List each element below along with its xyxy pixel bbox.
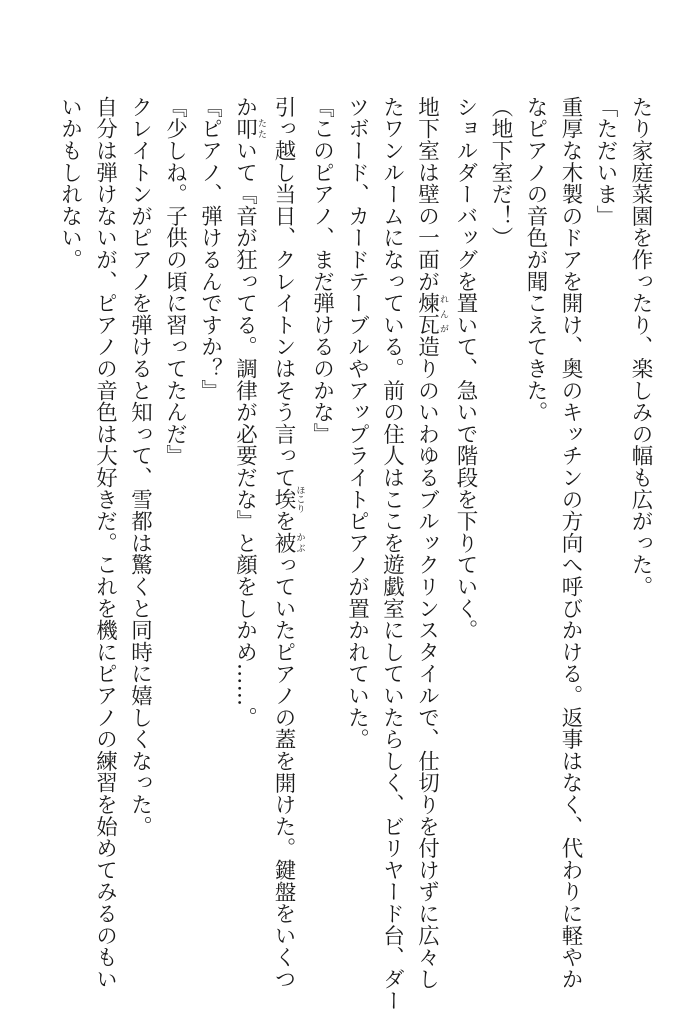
ruby-reading: れんが [438, 292, 448, 336]
text-segment: を [271, 510, 296, 533]
ruby-base: 煉瓦 [414, 292, 440, 336]
text-line [518, 96, 553, 976]
ruby-annotation [414, 292, 448, 336]
text-line [588, 96, 623, 976]
text-segment: 引っ越し当日、クレイトンはそう言って [271, 96, 296, 489]
text-segment: いかもしれない。 [57, 96, 83, 271]
text-segment: たり家庭菜園を作ったり、楽しみの幅も広がった。 [628, 96, 653, 598]
text-line [623, 96, 658, 976]
text-segment: ショルダーバッグを置いて、急いで階段を下りていく。 [453, 96, 478, 641]
text-segment: 地下室は壁の一面が [414, 96, 440, 293]
text-line [53, 96, 88, 976]
text-segment: 『ピアノ、弾けるんですか？』 [197, 96, 223, 402]
text-segment: いて『音が狂ってる。調律が必要だな』と顔をしかめ……。 [232, 139, 258, 729]
text-line [410, 96, 449, 990]
ruby-annotation [232, 117, 266, 140]
ruby-annotation [271, 485, 305, 514]
ruby-reading: ほこり [294, 485, 305, 514]
text-segment: クレイトンがピアノを弾けると知って、雪都は驚くと同時に嬉しくなった。 [127, 96, 153, 838]
text-segment: 「ただいま」 [593, 96, 618, 227]
text-line [158, 96, 193, 976]
text-segment: っていたピアノの蓋を開けた。鍵盤をいくつ [271, 553, 296, 990]
ruby-reading: かぶ [294, 532, 305, 554]
text-line [340, 96, 375, 976]
text-line [375, 96, 410, 1012]
text-segment: 『少しね。子供の頃に習ってたんだ』 [162, 96, 188, 467]
ruby-annotation [271, 532, 305, 554]
text-line [123, 96, 158, 976]
text-segment: 重厚な木製のドアを開け、奥のキッチンの方向へ呼びかける。返事はなく、代わりに軽やか [558, 96, 583, 990]
text-segment: 『このピアノ、まだ弾けるのかな』 [309, 96, 335, 445]
text-segment: たワンルームになっている。前の住人はここを遊戯室にしていたらしく、ビリヤード台、ダー [379, 96, 405, 1012]
text-line [228, 96, 267, 976]
text-line [193, 96, 228, 976]
text-line [448, 96, 483, 976]
text-segment: ツボード、カードテーブルやアップライトピアノが置かれていた。 [344, 96, 370, 750]
text-segment: なピアノの音色が聞こえてきた。 [523, 96, 548, 423]
text-line [483, 96, 518, 976]
text-line [88, 96, 123, 990]
text-segment: 自分は弾けないが、ピアノの音色は大好きだ。これを機にピアノの練習を始めてみるのもい [92, 96, 118, 990]
ruby-base: 埃 [271, 485, 296, 514]
text-segment: か [232, 96, 258, 118]
text-line [553, 96, 588, 990]
ruby-base: 叩 [232, 117, 258, 140]
text-segment: （地下室だ！） [488, 96, 513, 249]
text-segment: 造りのいわゆるブルックリンスタイルで、仕切りを付けずに広々し [414, 335, 440, 990]
ruby-reading: たた [256, 117, 266, 140]
vertical-text-block [53, 96, 659, 1012]
text-line [266, 96, 305, 990]
ruby-base: 被 [271, 532, 296, 554]
text-line [305, 96, 340, 976]
